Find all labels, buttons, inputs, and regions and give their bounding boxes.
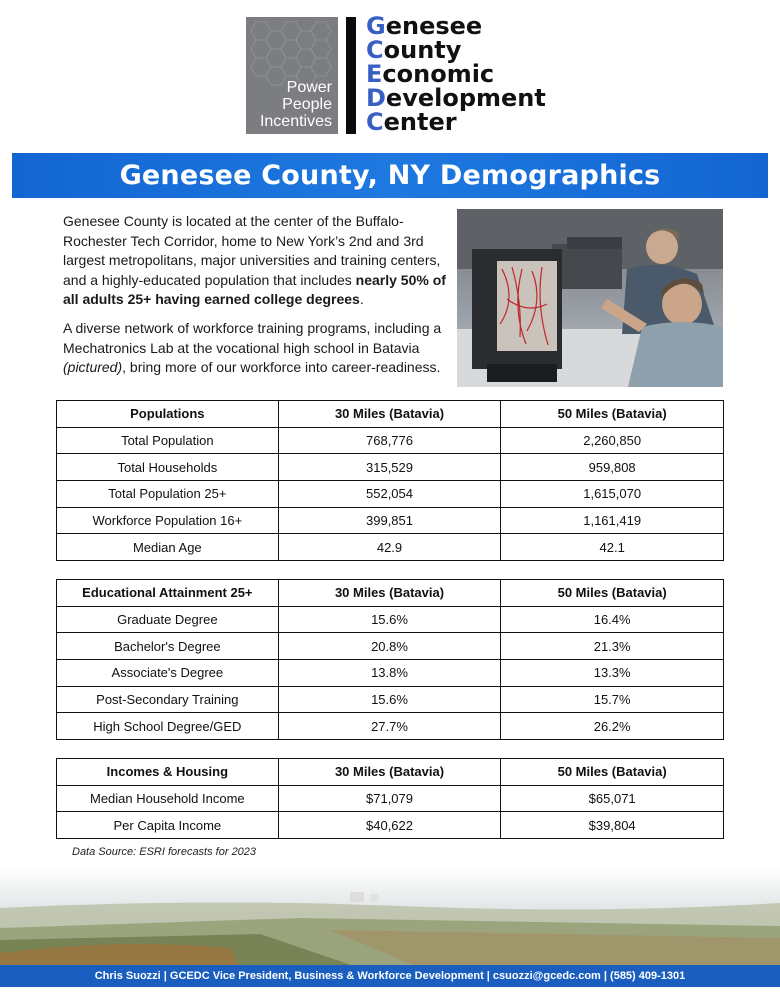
- row-label: Post-Secondary Training: [57, 686, 279, 713]
- cell-value: 27.7%: [278, 713, 501, 740]
- cell-value: 15.6%: [278, 686, 501, 713]
- table-row: [57, 686, 724, 713]
- populations-table: [56, 400, 724, 561]
- cell-value: 15.7%: [501, 686, 724, 713]
- contact-footer: [0, 965, 780, 987]
- table-row: [57, 534, 724, 561]
- column-header: 50 Miles (Batavia): [501, 401, 724, 428]
- logo-tagline-line: Power: [286, 79, 332, 96]
- cell-value: 15.6%: [278, 606, 501, 633]
- column-header: 30 Miles (Batavia): [278, 401, 501, 428]
- logo-line: Genesee: [366, 12, 483, 40]
- column-header: Incomes & Housing: [57, 759, 279, 786]
- table-header-row: [57, 401, 724, 428]
- cell-value: 13.8%: [278, 660, 501, 687]
- column-header: 50 Miles (Batavia): [501, 580, 724, 607]
- cell-value: $39,804: [501, 812, 724, 839]
- row-label: Total Households: [57, 454, 279, 481]
- table-row: [57, 481, 724, 508]
- cell-value: 315,529: [278, 454, 501, 481]
- cell-value: 1,615,070: [501, 481, 724, 508]
- cell-value: 21.3%: [501, 633, 724, 660]
- logo-mark: [246, 17, 338, 134]
- logo-wordmark: [366, 14, 546, 134]
- row-label: Graduate Degree: [57, 606, 279, 633]
- intro-text: [63, 212, 451, 387]
- cell-value: 552,054: [278, 481, 501, 508]
- education-table: [56, 579, 724, 740]
- title-banner: [12, 153, 768, 198]
- row-label: Median Age: [57, 534, 279, 561]
- intro-paragraph: Genesee County is located at the center of the Buffalo-Rochester Tech Corridor, home to New York’s 2nd and 3rd largest metropolitans, major universities and training centers, and a highly-educated population that includes nearly 50% of all adults 25+ having earned college degrees.: [63, 213, 446, 308]
- cell-value: 959,808: [501, 454, 724, 481]
- lab-photo-image: [457, 209, 723, 387]
- data-source-note: Data Source: ESRI forecasts for 2023: [72, 846, 257, 858]
- table-row: [57, 606, 724, 633]
- incomes-table: [56, 758, 724, 839]
- column-header: Educational Attainment 25+: [57, 580, 279, 607]
- logo-line: Economic: [366, 60, 495, 88]
- column-header: 30 Miles (Batavia): [278, 580, 501, 607]
- table-row: [57, 427, 724, 454]
- logo-tagline-line: Incentives: [259, 113, 332, 130]
- cell-value: 26.2%: [501, 713, 724, 740]
- row-label: High School Degree/GED: [57, 713, 279, 740]
- cell-value: 16.4%: [501, 606, 724, 633]
- column-header: 50 Miles (Batavia): [501, 759, 724, 786]
- table-row: [57, 812, 724, 839]
- landscape-photo: [0, 868, 780, 968]
- cell-value: 13.3%: [501, 660, 724, 687]
- table-header-row: [57, 759, 724, 786]
- cell-value: 20.8%: [278, 633, 501, 660]
- row-label: Per Capita Income: [57, 812, 279, 839]
- logo-tagline-line: People: [282, 96, 332, 113]
- cell-value: 42.9: [278, 534, 501, 561]
- cell-value: 42.1: [501, 534, 724, 561]
- page-title: Genesee County, NY Demographics: [119, 160, 661, 191]
- table-row: [57, 713, 724, 740]
- table-row: [57, 660, 724, 687]
- contact-info: Chris Suozzi | GCEDC Vice President, Business & Workforce Development | csuozzi@gcedc.com | (585) 409-1301: [94, 970, 686, 982]
- row-label: Median Household Income: [57, 785, 279, 812]
- table-row: [57, 633, 724, 660]
- cell-value: $40,622: [278, 812, 501, 839]
- cell-value: 2,260,850: [501, 427, 724, 454]
- table-row: [57, 507, 724, 534]
- column-header: Populations: [57, 401, 279, 428]
- row-label: Workforce Population 16+: [57, 507, 279, 534]
- cell-value: $65,071: [501, 785, 724, 812]
- logo-divider: [346, 17, 356, 134]
- row-label: Associate's Degree: [57, 660, 279, 687]
- cell-value: 399,851: [278, 507, 501, 534]
- row-label: Bachelor's Degree: [57, 633, 279, 660]
- logo-line: County: [366, 36, 462, 64]
- row-label: Total Population 25+: [57, 481, 279, 508]
- row-label: Total Population: [57, 427, 279, 454]
- table-header-row: [57, 580, 724, 607]
- cell-value: 1,161,419: [501, 507, 724, 534]
- column-header: 30 Miles (Batavia): [278, 759, 501, 786]
- table-row: [57, 785, 724, 812]
- intro-paragraph: A diverse network of workforce training programs, including a Mechatronics Lab at the vocational high school in Batavia (pictured), bring more of our workforce into career-readiness.: [63, 319, 442, 376]
- logo-line: Center: [366, 108, 457, 136]
- table-row: [57, 454, 724, 481]
- logo-tagline: [260, 79, 332, 130]
- cell-value: 768,776: [278, 427, 501, 454]
- mechatronics-lab-photo: [457, 209, 723, 387]
- logo-line: Development: [366, 84, 546, 112]
- aerial-landscape-image: [0, 868, 780, 968]
- cell-value: $71,079: [278, 785, 501, 812]
